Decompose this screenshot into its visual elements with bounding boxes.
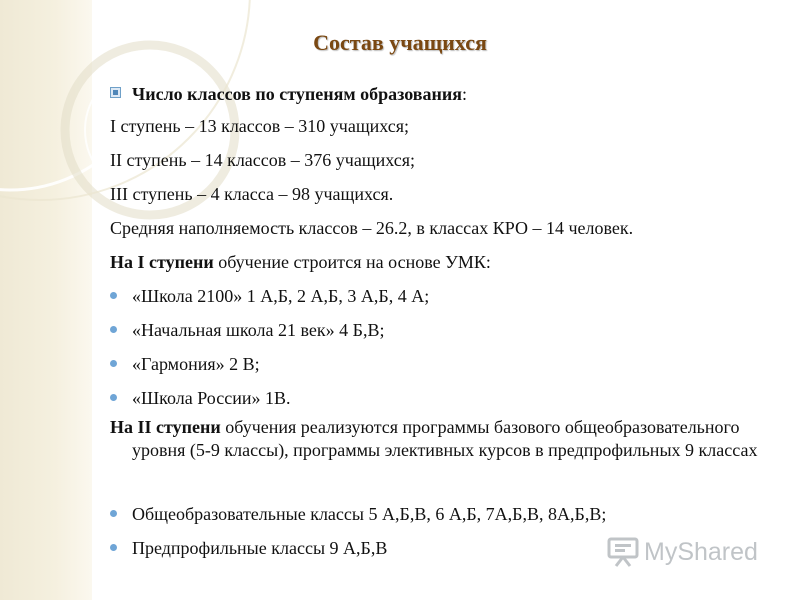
stage1-paragraph [110, 250, 491, 274]
section-heading [110, 82, 467, 106]
bullet-icon [110, 326, 117, 333]
watermark-logo [606, 536, 758, 568]
list-item-text: Общеобразовательные классы 5 А,Б,В, 6 А,Б, 7А,Б,В, 8А,Б,В; [132, 504, 607, 524]
stage1-bold: На I ступени [110, 252, 214, 272]
list-item [110, 352, 260, 376]
list-item-text: «Гармония» 2 В; [132, 354, 260, 374]
stage1-text: обучение строится на основе УМК: [213, 252, 491, 272]
list-item-text: Предпрофильные классы 9 А,Б,В [132, 538, 388, 558]
presentation-board-icon [606, 536, 640, 568]
bullet-icon [110, 292, 117, 299]
stat-line-stage2: II ступень – 14 классов – 376 учащихся; [110, 150, 416, 170]
stat-line-average: Средняя наполняемость классов – 26.2, в классах КРО – 14 человек. [110, 218, 634, 238]
stat-line-stage1: I ступень – 13 классов – 310 учащихся; [110, 116, 410, 136]
watermark-text: MyShared [644, 537, 758, 566]
bullet-icon [110, 510, 117, 517]
bullet-icon [110, 544, 117, 551]
section-heading-label: Число классов по ступеням образования [132, 84, 462, 104]
list-item-text: «Начальная школа 21 век» 4 Б,В; [132, 320, 385, 340]
stage2-bold: На II ступени [110, 417, 221, 437]
section-heading-suffix: : [461, 84, 467, 104]
list-item [110, 318, 384, 342]
list-item-text: «Школа России» 1В. [132, 388, 291, 408]
square-bullet-icon [110, 87, 121, 98]
decorative-sidebar [0, 0, 92, 600]
list-item-text: «Школа 2100» 1 А,Б, 2 А,Б, 3 А,Б, 4 А; [132, 286, 430, 306]
list-item [110, 536, 387, 560]
bullet-icon [110, 360, 117, 367]
bullet-icon [110, 394, 117, 401]
slide-title: Состав учащихся [313, 30, 487, 55]
list-item [110, 284, 429, 308]
stage2-paragraph [110, 416, 780, 463]
list-item [110, 386, 290, 410]
stage2-text: обучения реализуются программы базового общеобразовательного уровня (5-9 классы), программы элективных курсов в предпрофильных 9 классах [132, 417, 758, 461]
stat-line-stage3: III ступень – 4 класса – 98 учащихся. [110, 184, 394, 204]
list-item [110, 502, 606, 526]
